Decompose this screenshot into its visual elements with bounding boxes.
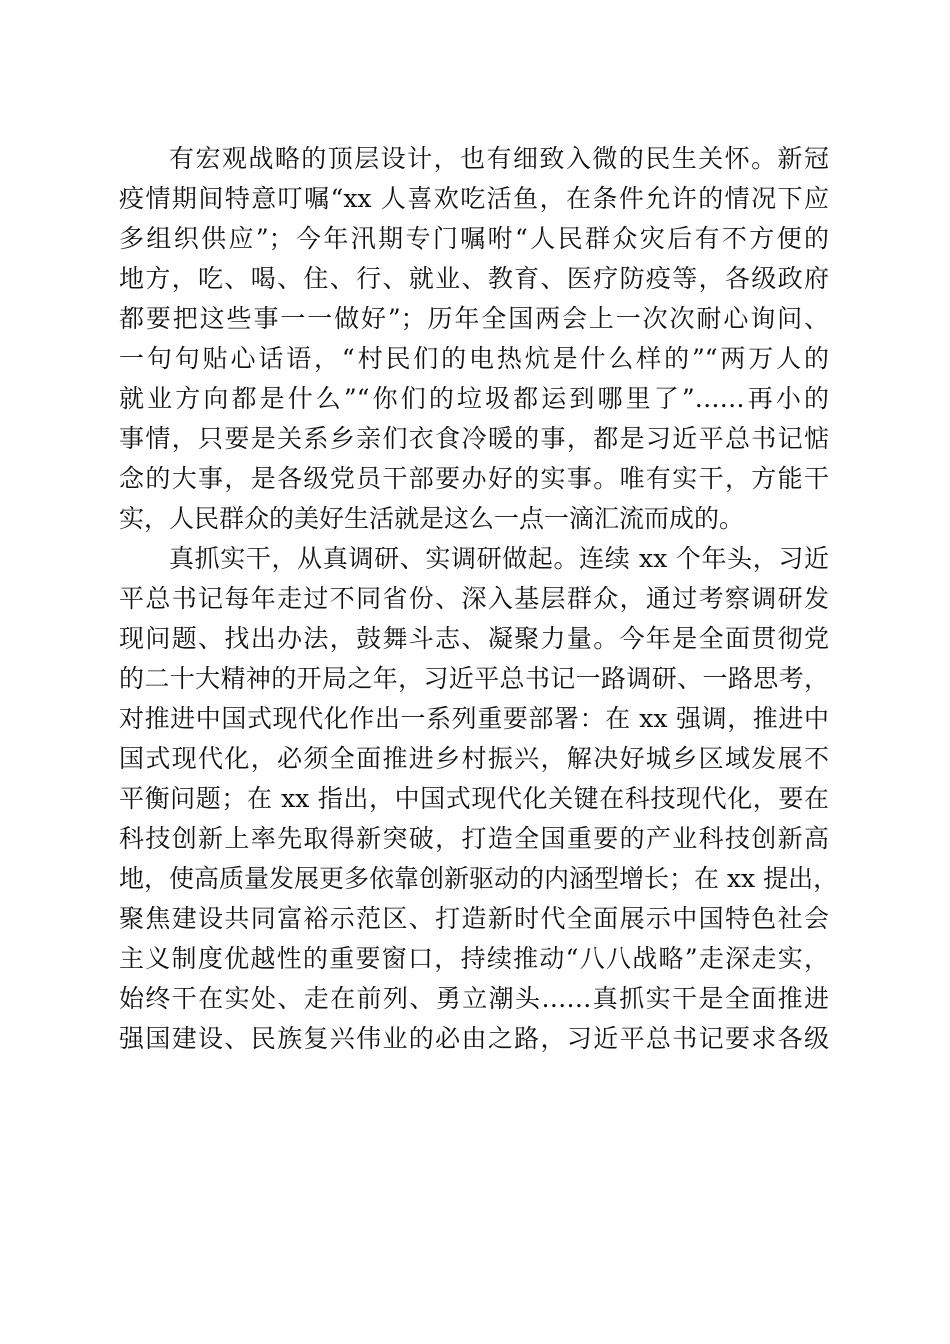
text-line: 真抓实干，从真调研、实调研做起。连续 xx 个年头，习近 [169,544,829,573]
text-line: 的二十大精神的开局之年，习近平总书记一路调研、一路思考， [119,664,829,693]
text-line: 就业方向都是什么”“你们的垃圾都运到哪里了”……再小的 [119,384,829,413]
text-line: 平总书记每年走过不同省份、深入基层群众，通过考察调研发 [119,584,829,613]
paragraph-2 [119,539,839,1059]
text-line: 国式现代化，必须全面推进乡村振兴，解决好城乡区域发展不 [119,744,829,773]
text-line: 科技创新上率先取得新突破，打造全国重要的产业科技创新高 [119,824,829,853]
text-line: 地，使高质量发展更多依靠创新驱动的内涵型增长；在 xx 提出， [119,864,839,893]
text-line: 聚焦建设共同富裕示范区、打造新时代全面展示中国特色社会 [119,904,829,933]
text-line: 实，人民群众的美好生活就是这么一点一滴汇流而成的。 [119,504,745,533]
text-line: 强国建设、民族复兴伟业的必由之路，习近平总书记要求各级 [119,1024,829,1053]
text-line: 念的大事，是各级党员干部要办好的实事。唯有实干，方能干 [119,464,829,493]
text-line: 都要把这些事一一做好”；历年全国两会上一次次耐心询问、 [119,304,829,333]
text-line: 事情，只要是关系乡亲们衣食冷暖的事，都是习近平总书记惦 [119,424,829,453]
text-line: 疫情期间特意叮嘱“xx 人喜欢吃活鱼，在条件允许的情况下应 [119,184,829,213]
paragraph-1 [119,139,829,539]
text-line: 多组织供应”；今年汛期专门嘱咐“人民群众灾后有不方便的 [119,224,829,253]
text-line: 始终干在实处、走在前列、勇立潮头……真抓实干是全面推进 [119,984,829,1013]
text-line: 现问题、找出办法，鼓舞斗志、凝聚力量。今年是全面贯彻党 [119,624,829,653]
text-line: 有宏观战略的顶层设计，也有细致入微的民生关怀。新冠 [169,144,829,173]
document-body [119,139,839,1059]
text-line: 一句句贴心话语，“村民们的电热炕是什么样的”“两万人的 [119,344,829,373]
text-line: 平衡问题；在 xx 指出，中国式现代化关键在科技现代化，要在 [119,784,829,813]
text-line: 对推进中国式现代化作出一系列重要部署：在 xx 强调，推进中 [119,704,829,733]
text-line: 地方，吃、喝、住、行、就业、教育、医疗防疫等，各级政府 [119,264,829,293]
text-line: 主义制度优越性的重要窗口，持续推动“八八战略”走深走实， [119,944,829,973]
